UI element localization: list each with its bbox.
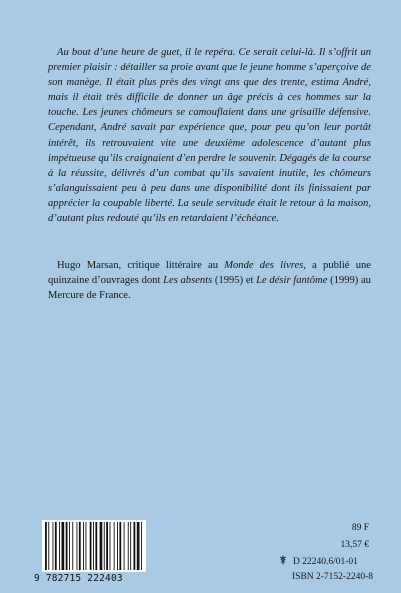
- catalog-number: D 22240.6/01-01: [293, 557, 358, 567]
- bio-journal-title: Monde des livres: [224, 260, 304, 271]
- mercure-de-france-caduceus-icon: [278, 555, 288, 565]
- author-bio: [48, 258, 371, 303]
- barcode-graphic: [42, 520, 146, 572]
- barcode-digits: 9 782715 222403: [34, 573, 123, 584]
- price-franc: 89 F: [351, 523, 369, 533]
- bio-text-2: , a publié une quinzaine d’ouvrages dont: [48, 260, 372, 287]
- bio-book-title-2: Le désir fantôme: [256, 275, 328, 287]
- catalog-line: [278, 555, 358, 568]
- barcode-bars: [42, 520, 146, 572]
- price-euro: 13,57 €: [340, 540, 369, 550]
- bio-text-1: Hugo Marsan, critique littéraire au: [57, 260, 225, 271]
- isbn-number: ISBN 2-7152-2240-8: [292, 572, 374, 582]
- bio-book-title-1: Les absents: [163, 275, 213, 287]
- bio-text-4: (1999) au Mercure de France.: [48, 275, 371, 302]
- bio-text-3: (1995) et: [212, 275, 257, 287]
- isbn-barcode: [34, 520, 147, 586]
- excerpt-paragraph: Au bout d’une heure de guet, il le repéra. Ce serait celui-là. Il s’offrit un premier plaisir : détailler sa proie avant que le jeune homme s’aperçoive de son manège. Il était plus près des vingt ans que des trente, estima André, mais il était très difficile de donner un âge précis à ces hommes sur la touche. Les jeunes chômeurs se camouflaient dans une grisaille défensive. Cependant, André savait par expérience que, pour peu qu’on leur portât intérêt, ils retrouvaient vite une deuxième adolescence d’autant plus impétueuse qu’ils craignaient d’en perdre le souvenir. Dégagés de la course à la réussite, délivrés d’un combat qu’ils savaient inutile, les chômeurs s’alanguissaient peu à peu dans une disponibilité dont ils finissaient par apprécier la coupable liberté. La seule servitude était le retour à la maison, d’autant plus redouté qu’ils en retardaient l’échéance.: [48, 47, 371, 225]
